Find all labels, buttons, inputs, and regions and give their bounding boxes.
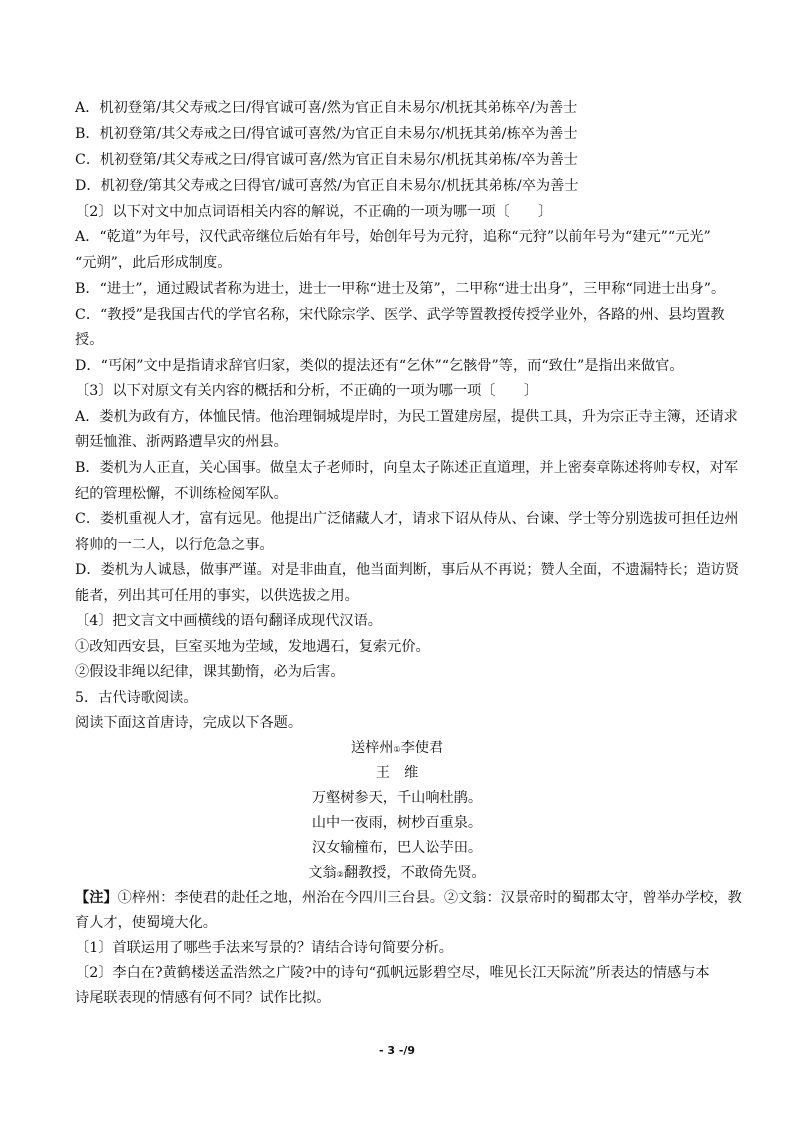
q2-line: “元朔”，此后形成制度。 bbox=[75, 255, 232, 271]
q1-option-c: C．机初登第/其父寿戒之曰/得官诚可喜/然为官正自未易尔/机抚其弟栋/卒为善士 bbox=[75, 152, 578, 168]
q4-item: ②假设非绳以纪律，课其勤惰，必为后害。 bbox=[75, 664, 345, 680]
q2-line: C．“教授”是我国古代的学官名称，宋代除宗学、医学、武学等置教授传授学业外，各路的州、县均置教 bbox=[75, 307, 725, 323]
q3-line: 将帅的一二人，以行危急之事。 bbox=[75, 537, 274, 553]
q2-stem: 〔2〕以下对文中加点词语相关内容的解说，不正确的一项为哪一项〔 〕 bbox=[75, 204, 553, 220]
q3-line: 朝廷恤淮、浙两路遭旱灾的州县。 bbox=[75, 434, 288, 450]
q2-line: 授。 bbox=[75, 332, 104, 348]
q2-line: D．“丐闲”文中是指请求辞官归家，类似的提法还有“乞休”“乞骸骨”等，而“致仕”是指出来做官。 bbox=[75, 358, 684, 374]
q5-item: 〔1〕首联运用了哪些手法来写景的？请结合诗句简要分析。 bbox=[75, 940, 453, 956]
q3-line: D．娄机为人诚恳，做事严谨。对是非曲直，他当面判断，事后从不再说；赞人全面，不遗漏特长；造访贤 bbox=[75, 562, 740, 578]
q3-line: A．娄机为政有方，体恤民情。他治理铜城堤岸时，为民工置建房屋，提供工具，升为宗正寺主簿，还请求 bbox=[75, 409, 738, 425]
q1-option-d: D．机初登/第其父寿戒之曰得官/诚可喜然/为官正自未易尔/机抚其弟栋/卒为善士 bbox=[75, 178, 579, 194]
footnote-marker: ② bbox=[336, 870, 344, 879]
q5-item: 〔2〕李白在?黄鹤楼送孟浩然之广陵?中的诗句“孤帆远影碧空尽，唯见长江天际流”所表达的情感与本 bbox=[75, 965, 710, 981]
footnote-marker: ① bbox=[393, 745, 401, 754]
q3-line: 能者，列出其可任用的事实，以供选拔之用。 bbox=[75, 588, 359, 604]
q5-item: 诗尾联表现的情感有何不同？试作比拟。 bbox=[75, 990, 331, 1006]
q2-line: B．“进士”，通过殿试者称为进士，进士一甲称“进士及第”，二甲称“进士出身”，三甲称“同进士出身”。 bbox=[75, 281, 726, 297]
poem-author: 王 维 bbox=[375, 765, 419, 781]
poem-line: 文翁②翻教授，不敢倚先贤。 bbox=[308, 865, 486, 881]
q4-item: ①改知西安县，巨室买地为茔域，发地遇石，复索元价。 bbox=[75, 639, 430, 655]
poem-line: 汉女输橦布，巴人讼芋田。 bbox=[311, 840, 483, 856]
note-label: 【注】 bbox=[75, 890, 118, 906]
q4-stem: 〔4〕把文言文中画横线的语句翻译成现代汉语。 bbox=[75, 613, 382, 629]
section-heading: 5．古代诗歌阅读。 bbox=[75, 690, 198, 706]
q2-line: A．“乾道”为年号，汉代武帝继位后始有年号，始创年号为元狩，追称“元狩”以前年号为“建元”“元光” bbox=[75, 229, 711, 245]
poem-line: 万壑树参天，千山响杜鹃。 bbox=[311, 790, 483, 806]
poem-note: 【注】①梓州：李使君的赴任之地，州治在今四川三台县。②文翁：汉景帝时的蜀郡太守，曾举办学校，教 bbox=[75, 890, 742, 906]
q3-line: B．娄机为人正直，关心国事。做皇太子老师时，向皇太子陈述正直道理，并上密奏章陈述将帅专权，对军 bbox=[75, 460, 739, 476]
q1-option-b: B．机初登第/其父寿戒之曰/得官诚可喜然/为官正自未易尔/机抚其弟/栋卒为善士 bbox=[75, 126, 578, 142]
section-intro: 阅读下面这首唐诗，完成以下各题。 bbox=[75, 715, 303, 731]
poem-line: 山中一夜雨，树杪百重泉。 bbox=[311, 815, 483, 831]
page-number: - 3 -/9 bbox=[378, 1044, 416, 1057]
poem-title: 送梓州①李使君 bbox=[350, 740, 444, 756]
q3-stem: 〔3〕以下对原文有关内容的概括和分析，不正确的一项为哪一项〔 〕 bbox=[75, 383, 539, 399]
poem-note-cont: 育人才，使蜀境大化。 bbox=[75, 915, 217, 931]
q3-line: C．娄机重视人才，富有远见。他提出广泛储藏人才，请求下诏从侍从、台谏、学士等分别选拔可担任边州 bbox=[75, 511, 739, 527]
q3-line: 纪的管理松懈，不训练检阅军队。 bbox=[75, 486, 288, 502]
q1-option-a: A．机初登第/其父寿戒之曰/得官诚可喜/然为官正自未易尔/机抚其弟栋卒/为善士 bbox=[75, 100, 578, 116]
